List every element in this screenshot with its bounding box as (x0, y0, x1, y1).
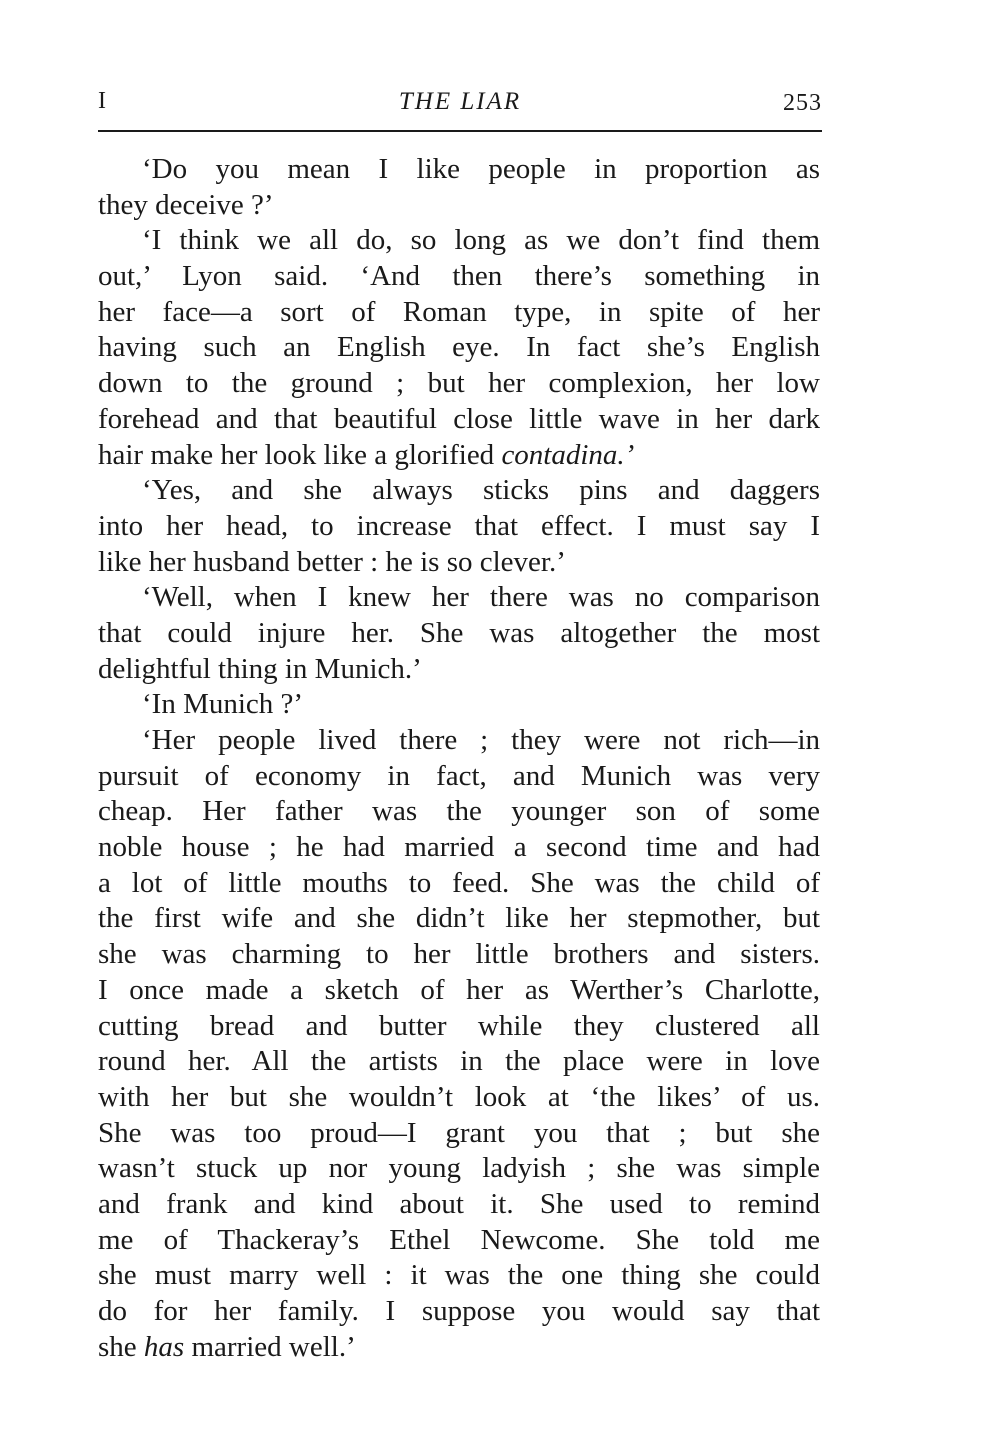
text-line (98, 794, 820, 830)
text-line-content: ‘Her people lived there ; they were not rich—in (142, 724, 820, 756)
page-header (98, 86, 822, 126)
text-line-content: the first wife and she didn’t like her stepmother, but (98, 902, 820, 935)
text-line-content: delightful thing in Munich.’ (98, 652, 422, 685)
text-line-content: she was charming to her little brothers and sisters. (98, 938, 820, 971)
text-line (98, 188, 820, 224)
text-line-content: forehead and that beautiful close little wave in her dark (98, 402, 820, 435)
text-line (98, 616, 820, 652)
text-line (98, 1116, 820, 1152)
text-line (98, 509, 820, 545)
text-line (98, 759, 820, 795)
text-line-content: with her but she wouldn’t look at ‘the likes’ of us. (98, 1080, 820, 1113)
text-line-content: I once made a sketch of her as Werther’s Charlotte, (98, 973, 820, 1006)
text-line (98, 473, 820, 509)
text-line-content: cutting bread and butter while they clustered all (98, 1009, 820, 1042)
text-line (98, 901, 820, 937)
text-line-content: ‘I think we all do, so long as we don’t find them (142, 224, 820, 257)
text-line (98, 438, 820, 474)
text-line (98, 830, 820, 866)
text-line-content: wasn’t stuck up nor young ladyish ; she was simple (98, 1152, 820, 1185)
text-line-content: She was too proud—I grant you that ; but she (98, 1116, 820, 1149)
text-line-content: into her head, to increase that effect. I must say I (98, 509, 820, 542)
text-line-content: and frank and kind about it. She used to remind (98, 1187, 820, 1220)
text-line (98, 687, 820, 723)
text-line (98, 545, 820, 581)
text-line (98, 402, 820, 438)
text-line (98, 1044, 820, 1080)
text-line (98, 330, 820, 366)
text-line-content: ‘Yes, and she always sticks pins and daggers (142, 474, 820, 507)
text-line-content: pursuit of economy in fact, and Munich was very (98, 759, 820, 792)
text-line (98, 937, 820, 973)
italic-word: has (143, 1330, 185, 1363)
text-line-content: cheap. Her father was the younger son of some (98, 795, 820, 828)
text-line (98, 652, 820, 688)
text-line (98, 1330, 820, 1366)
text-line (98, 723, 820, 759)
running-title: THE LIAR (398, 88, 522, 115)
body-text (98, 152, 820, 1365)
text-line-content: having such an English eye. In fact she’s English (98, 331, 820, 364)
text-line (98, 1080, 820, 1116)
signature-mark: I (98, 88, 106, 114)
text-line (98, 1009, 820, 1045)
text-line-content: noble house ; he had married a second time and had (98, 831, 820, 864)
text-line-content: like her husband better : he is so clever.’ (98, 545, 566, 578)
text-line-content: ‘Well, when I knew her there was no comparison (142, 581, 820, 614)
text-line (98, 259, 820, 295)
text-line-content: ‘In Munich ?’ (142, 688, 304, 721)
text-line-content: out,’ Lyon said. ‘And then there’s something in (98, 260, 820, 293)
text-line (98, 1294, 820, 1330)
text-line-content: her face—a sort of Roman type, in spite of her (98, 295, 820, 328)
text-line (98, 1223, 820, 1259)
text-line-content: that could injure her. She was altogether the most (98, 616, 820, 649)
italic-word: contadina.’ (501, 438, 635, 471)
page-number: 253 (783, 90, 822, 116)
text-line (98, 973, 820, 1009)
text-line-content: hair make her look like a glorified (98, 438, 502, 471)
text-line-tail: married well.’ (184, 1330, 356, 1363)
text-line (98, 1151, 820, 1187)
text-line (98, 152, 820, 188)
text-line-content: a lot of little mouths to feed. She was the child of (98, 866, 820, 899)
text-line (98, 866, 820, 902)
text-line-content: do for her family. I suppose you would say that (98, 1295, 820, 1327)
text-line-content: me of Thackeray’s Ethel Newcome. She told me (98, 1223, 820, 1256)
text-line (98, 1187, 820, 1223)
text-line (98, 366, 820, 402)
text-line-content: she (98, 1330, 144, 1363)
text-line-content: ‘Do you mean I like people in proportion as (142, 153, 820, 185)
text-line-content: down to the ground ; but her complexion, her low (98, 367, 820, 400)
text-line-content: she must marry well : it was the one thing she could (98, 1259, 820, 1292)
text-line (98, 223, 820, 259)
text-line-content: round her. All the artists in the place were in love (98, 1045, 820, 1078)
text-line (98, 580, 820, 616)
text-line (98, 1258, 820, 1294)
text-line (98, 295, 820, 331)
text-line-content: they deceive ?’ (98, 188, 274, 221)
header-rule (98, 130, 822, 132)
